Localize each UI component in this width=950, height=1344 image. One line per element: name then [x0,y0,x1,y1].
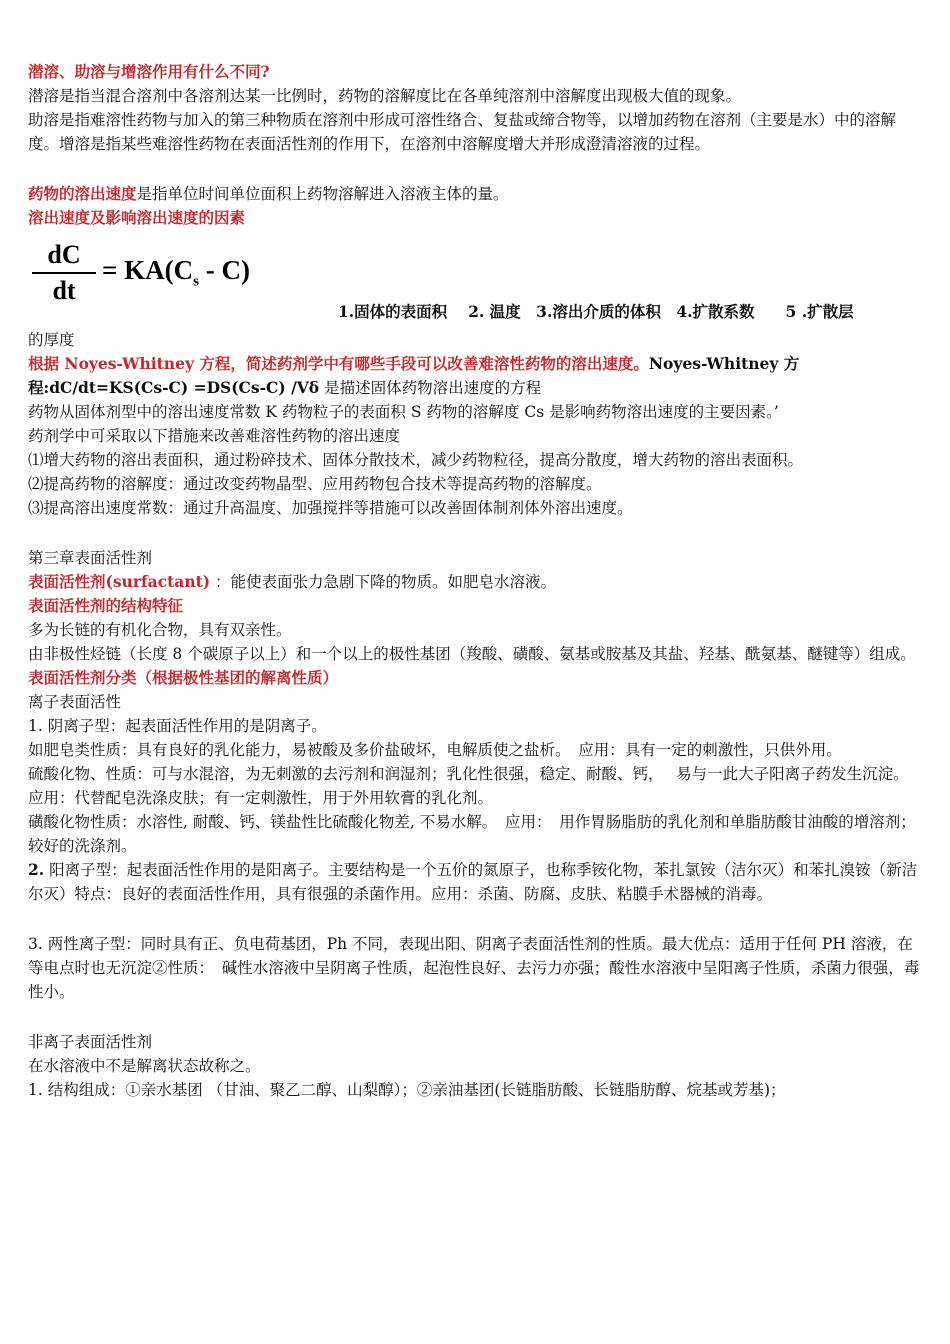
noyes-whitney-description: 是描述固体药物溶出速度的方程 [319,379,542,397]
term-surfactant: 表面活性剂(surfactant) [28,572,211,591]
chapter-title: 第三章表面活性剂 [28,549,153,567]
paragraph-sulfates: 硫酸化物、性质：可与水混溶，为无刺激的去污剂和润湿剂；乳化性很强，稳定、耐酸、钙， 易与一此大子阳离子药发生沉淀。 应用：代替配皂洗涤皮肤；有一定刺激性，用于外用软膏的乳化剂。 [28,765,917,807]
dissolution-rate-definition: 是指单位时间单位面积上药物溶解进入溶液主体的量。 [136,185,509,203]
paragraph-amphiphilic: 多为长链的有机化合物，具有双亲性。 [28,621,292,639]
paragraph-dissolution-rate-def [28,182,922,206]
spacer [28,1004,922,1030]
paragraph-cationic [28,858,922,906]
subheading-nonionic: 非离子表面活性剂 [28,1033,153,1051]
list-item-measure-3: ⑶提高溶出速度常数：通过升高温度、加强搅拌等措施可以改善固体制剂体外溶出速度。 [28,499,633,517]
cationic-text: 阳离子型：起表面活性作用的是阳离子。主要结构是一个五价的氮原子，也称季铵化物，苯扎氯铵（洁尔灭）和苯扎溴铵（新洁尔灭）特点：良好的表面活性作用，具有很强的杀菌作用。应用：杀菌、防腐、皮肤、粘膜手术器械的消毒。 [28,861,918,903]
list-item-measure-2: ⑵提高药物的溶解度：通过改变药物晶型、应用药物包合技术等提高药物的溶解度。 [28,475,602,493]
cationic-number: 2. [28,860,45,879]
paragraph-surfactant-def [28,570,922,594]
subheading-ionic: 离子表面活性 [28,693,122,711]
paragraph-hydrotropy-solubilization: 助溶是指难溶性药物与加入的第三种物质在溶剂中形成可溶性络合、复盐或缔合物等，以增加药物在溶剂（主要是水）中的溶解度。增溶是指某些难溶性药物在表面活性剂的作用下，在溶剂中溶解度增大并形成澄清溶液的过程。 [28,111,897,153]
formula-right-side [102,255,250,293]
paragraph-rate-constant: 药物从固体剂型中的溶出速度常数 K 药物粒子的表面积 S 药物的溶解度 Cs 是影响药物溶出速度的主要因素。’ [28,403,779,421]
paragraph-amphoteric: 3. 两性离子型：同时具有正、负电荷基团，Ph 不同，表现出阳、阴离子表面活性剂的性质。最大优点：适用于任何 PH 溶液，在等电点时也无沉淀②性质： 碱性水溶液中呈阴离子性质，起泡性良好、去污力亦强；酸性水溶液中呈阳离子性质，杀菌力很强，毒性小。 [28,935,920,1001]
spacer [28,156,922,182]
formula-rhs-tail: - C) [198,255,250,285]
dissolution-factors-list: 1.固体的表面积 2. 温度 3.溶出介质的体积 4.扩散系数 5 .扩散层 [338,302,854,321]
paragraph-sulfonates: 磺酸化物性质：水溶性, 耐酸、钙、镁盐性比硫酸化物差, 不易水解。 应用： 用作胃肠脂肪的乳化剂和单脂肪酸甘油酸的增溶剂；较好的洗涤剂。 [28,813,916,855]
surfactant-definition: ：能使表面张力急剧下降的物质。如肥皂水溶液。 [210,573,557,591]
paragraph-soaps: 如肥皂类性质：具有良好的乳化能力，易被酸及多价盐破坏，电解质使之盐析。 应用：具有一定的刺激性，只供外用。 [28,741,842,759]
formula-denominator: dt [52,276,76,305]
paragraph-anionic: 1. 阴离子型：起表面活性作用的是阴离子。 [28,717,327,735]
spacer [28,906,922,932]
formula-fraction [32,240,96,306]
formula-numerator: dC [32,240,96,274]
heading-dissolution-factors: 溶出速度及影响溶出速度的因素 [28,208,246,227]
heading-structure-features: 表面活性剂的结构特征 [28,596,184,615]
document-page [28,60,922,1102]
heading-classification: 表面活性剂分类（根据极性基团的解离性质） [28,668,339,687]
question-noyes-whitney: 根据 Noyes-Whitney 方程，简述药剂学中有哪些手段可以改善难溶性药物的溶出速度。 [28,354,649,373]
paragraph-nonionic-structure: 1. 结构组成：①亲水基团 （甘油、聚乙二醇、山梨醇）；②亲油基团(长链脂肪酸、长链脂肪醇、烷基或芳基)； [28,1081,786,1099]
dissolution-factors-continued: 的厚度 [28,331,75,349]
list-item-measure-1: ⑴增大药物的溶出表面积，通过粉碎技术、固体分散技术，减少药物粒径，提高分散度，增大药物的溶出表面积。 [28,451,804,469]
paragraph-measures-intro: 药剂学中可采取以下措施来改善难溶性药物的溶出速度 [28,427,401,445]
paragraph-cosolvency: 潜溶是指当混合溶剂中各溶剂达某一比例时，药物的溶解度比在各单纯溶剂中溶解度出现极大值的现象。 [28,87,742,105]
paragraph-noyes-whitney-question [28,352,922,400]
formula-rhs-main: = KA(C [102,255,194,285]
noyes-whitney-equation: Noyes-Whitney 方程:dC/dt=KS(Cs-C) =DS(Cs-C) /Vδ [28,354,800,397]
formula-row [28,236,922,328]
heading-solubility-compare: 潜溶、助溶与增溶作用有什么不同? [28,62,270,81]
paragraph-nonionic-def: 在水溶液中不是解离状态故称之。 [28,1057,261,1075]
spacer [28,520,922,546]
paragraph-structure-composition: 由非极性烃链（长度 8 个碳原子以上）和一个以上的极性基团（羧酸、磺酸、氨基或胺基及其盐、羟基、酰氨基、醚键等）组成。 [28,645,916,663]
formula-rhs-subscript: s [193,273,199,290]
term-dissolution-rate: 药物的溶出速度 [28,184,137,203]
